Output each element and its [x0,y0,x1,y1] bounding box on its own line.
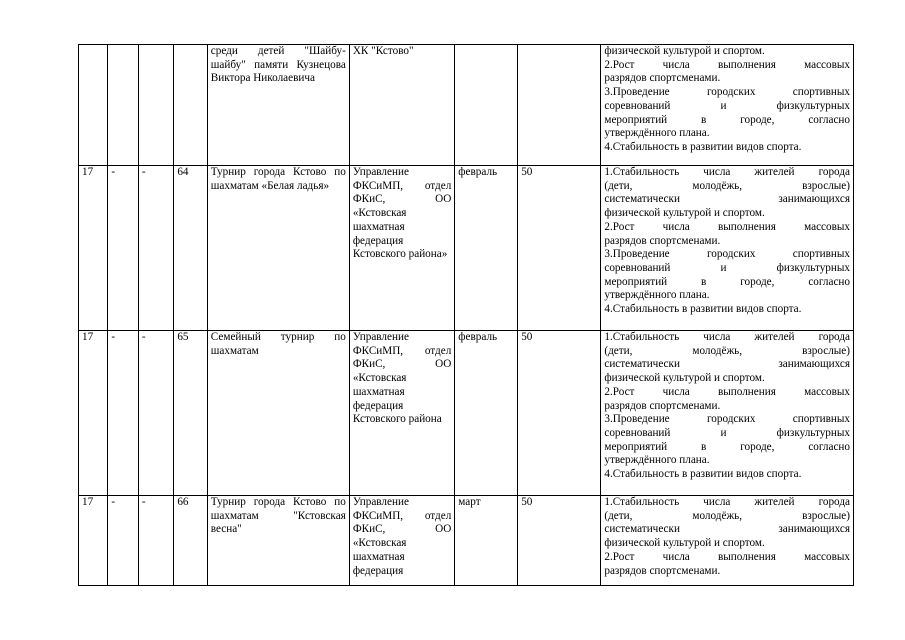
result-line: (дети, молодёжь, взрослые) [604,509,850,522]
result-line: разрядов спортсменами. [604,564,721,577]
cell-subsection-text: - [111,331,116,343]
cell-item [138,166,174,331]
cell-item-text: - [141,496,146,508]
result-line: систематически занимающихся [604,193,850,206]
cell-expected-results [601,45,854,166]
result-line: физической культурой и спортом. [604,207,765,220]
table-row [79,45,854,166]
result-line: утверждённого плана. [604,454,710,467]
cell-expected-results [601,496,854,586]
cell-event-name-text: Турнир города Кстово по шахматам "Кстовская весна" [210,496,346,536]
cell-participants-text: 50 [521,166,533,178]
cell-event-number [174,496,207,586]
result-line: 1.Стабильность числа жителей города [604,496,850,508]
cell-section-number [79,496,108,586]
result-line: систематически занимающихся [604,358,850,371]
result-line: разрядов спортсменами. [604,234,721,247]
result-line: соревнований и физкультурных [604,99,850,112]
cell-section-number-text: 17 [82,496,94,508]
cell-organizer-text: Управление ФКСиМП, отдел ФКиС, ОО «Кстовская шахматная федерация Кстовского района» [352,166,452,261]
cell-subsection [108,331,138,496]
cell-event-name-text: среди детей "Шайбу-шайбу" памяти Кузнецова Виктора Николаевича [210,45,346,85]
cell-date [455,331,518,496]
result-line: разрядов спортсменами. [604,72,721,85]
result-line: 2.Рост числа выполнения массовых [604,385,850,398]
result-line: соревнований и физкультурных [604,426,850,439]
cell-section-number [79,331,108,496]
cell-participants [518,166,601,331]
cell-event-name [207,496,349,586]
cell-organizer-text: Управление ФКСиМП, отдел ФКиС, ОО «Кстовская шахматная федерация Кстовского района [352,331,452,426]
cell-participants [518,496,601,586]
result-line: (дети, молодёжь, взрослые) [604,344,850,357]
result-line: физической культурой и спортом. [604,372,765,385]
result-line: соревнований и физкультурных [604,261,850,274]
table-row [79,166,854,331]
cell-date [455,166,518,331]
result-line: 4.Стабильность в развитии видов спорта. [604,140,802,153]
table-row [79,496,854,586]
result-line: 4.Стабильность в развитии видов спорта. [604,303,802,316]
cell-expected-results [601,166,854,331]
cell-date-text: февраль [458,331,498,343]
cell-event-number [174,45,207,166]
cell-section-number-text: 17 [82,331,94,343]
cell-subsection-text: - [111,496,116,508]
cell-organizer [349,166,454,331]
cell-subsection-text: - [111,166,116,178]
result-line: физической культурой и спортом. [604,45,765,57]
cell-event-name [207,166,349,331]
table-body [79,45,854,586]
result-line: 2.Рост числа выполнения массовых [604,550,850,563]
cell-subsection [108,45,138,166]
result-line: систематически занимающихся [604,523,850,536]
events-table [78,44,854,586]
cell-organizer [349,496,454,586]
cell-subsection [108,496,138,586]
cell-participants [518,331,601,496]
cell-event-name-text: Турнир города Кстово по шахматам «Белая ладья» [210,166,346,192]
cell-item-text: - [141,166,146,178]
cell-section-number-text: 17 [82,166,94,178]
cell-section-number [79,45,108,166]
result-line: 3.Проведение городских спортивных [604,413,850,426]
cell-event-name [207,331,349,496]
result-line: 3.Проведение городских спортивных [604,86,850,99]
cell-event-number-text: 65 [177,331,189,343]
cell-date [455,496,518,586]
cell-participants [518,45,601,166]
result-line: 1.Стабильность числа жителей города [604,331,850,343]
cell-organizer [349,331,454,496]
cell-date-text: март [458,496,481,508]
cell-expected-results [601,331,854,496]
cell-organizer-text: ХК "Кстово" [352,45,414,57]
result-line: утверждённого плана. [604,127,710,140]
cell-event-number [174,331,207,496]
cell-item [138,331,174,496]
result-line: мероприятий в городе, согласно [604,113,850,126]
cell-event-name-text: Семейный турнир по шахматам [210,331,346,357]
cell-date-text: февраль [458,166,498,178]
result-line: мероприятий в городе, согласно [604,275,850,288]
cell-item [138,496,174,586]
cell-participants-text: 50 [521,331,533,343]
result-line: 2.Рост числа выполнения массовых [604,220,850,233]
result-line: мероприятий в городе, согласно [604,440,850,453]
cell-item [138,45,174,166]
cell-event-number-text: 64 [177,166,189,178]
cell-subsection [108,166,138,331]
cell-event-number [174,166,207,331]
table-row [79,331,854,496]
result-line: (дети, молодёжь, взрослые) [604,179,850,192]
cell-participants-text: 50 [521,496,533,508]
cell-event-number-text: 66 [177,496,189,508]
cell-organizer [349,45,454,166]
cell-section-number [79,166,108,331]
result-line: 2.Рост числа выполнения массовых [604,58,850,71]
result-line: утверждённого плана. [604,289,710,302]
result-line: 3.Проведение городских спортивных [604,248,850,261]
cell-item-text: - [141,331,146,343]
cell-organizer-text: Управление ФКСиМП, отдел ФКиС, ОО «Кстовская шахматная федерация [352,496,452,577]
result-line: разрядов спортсменами. [604,399,721,412]
cell-date [455,45,518,166]
result-line: 1.Стабильность числа жителей города [604,166,850,178]
result-line: физической культурой и спортом. [604,537,765,550]
result-line: 4.Стабильность в развитии видов спорта. [604,468,802,481]
cell-event-name [207,45,349,166]
